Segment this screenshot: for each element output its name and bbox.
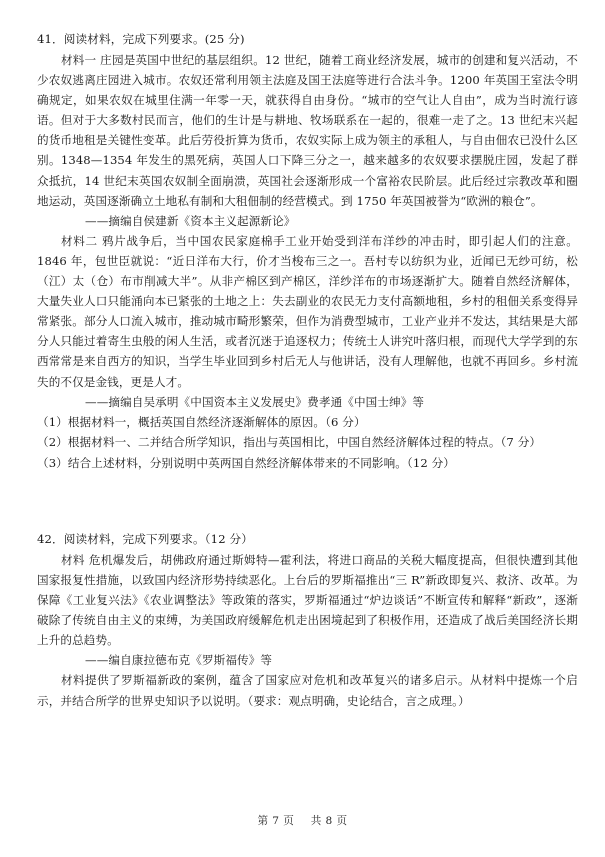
question-spacer xyxy=(37,473,578,529)
page-number-current: 第 7 页 xyxy=(257,815,295,827)
page-footer-inner xyxy=(258,813,348,828)
question-41-sub-1: （1）根据材料一，概括英国自然经济逐渐解体的原因。（6 分） xyxy=(37,414,366,429)
question-42-stem: 42．阅读材料，完成下列要求。（12 分） xyxy=(37,531,254,546)
question-42 xyxy=(37,529,578,711)
page-number-total: 共 8 页 xyxy=(310,815,348,827)
page-content xyxy=(37,29,578,711)
question-42-closing-paragraph: 材料提供了罗斯福新政的案例，蕴含了国家应对危机和改革复兴的诸多启示。从材料中提炼一个启示，并结合所学的世界史知识予以说明。（要求：观点明确，史论结合，言之成理。） xyxy=(37,673,578,708)
question-41-sub-3: （3）结合上述材料，分别说明中英两国自然经济解体带来的不同影响。（12 分） xyxy=(37,455,456,470)
question-41-stem: 41．阅读材料，完成下列要求。(25 分) xyxy=(37,32,245,46)
question-41-material-2-source: ——摘编自吴承明《中国资本主义发展史》费孝通《中国士绅》等 xyxy=(85,394,425,409)
question-41-sub-2: （2）根据材料一、二并结合所学知识，指出与英国相比，中国自然经济解体过程的特点。（7 分） xyxy=(37,435,542,450)
question-42-material-text: 材料 危机爆发后，胡佛政府通过斯姆特—霍利法，将进口商品的关税大幅度提高，但很快遭到其他国家报复性措施，以致国内经济形势持续恶化。上台后的罗斯福推出“三 R”新政即复兴、救济、改革。为保障《工业复兴法》《农业调整法》等政策的落实，罗斯福通过“炉边谈话”不断宣传和解释“新政”，逐渐破除了传统自由主义的束缚，为美国政府缓解危机走出困境起到了积极作用，还造成了战后美国经济长期上升的总趋势。 xyxy=(37,552,578,648)
question-41-material-2-text: 材料二 鸦片战争后，当中国农民家庭棉手工业开始受到洋布洋纱的冲击时，即引起人们的注意。1846 年，包世臣就说：“近日洋布大行，价才当梭布三之一。吾村专以纺织为业，近闻已无纱可纺，松（江）太（仓）布市削减大半”。从非产棉区到产棉区，洋纱洋布的市场逐渐扩大。随着自然经济解体，大量失业人口只能涌向本已紧张的土地之上：失去副业的农民无力支付高额地租，乡村的租佃关系变得异常紧张。部分人口流入城市，推动城市畸形繁荣，但作为消费型城市，工业产业并不发达，其结果是大部分人只能过着寄生虫般的闲人生活，或者沉迷于追逐权力；传统士人讲究叶落归根，而现代大学学到的东西常常是来自西方的知识，当学生毕业回到乡村后无人与他讲话，没有人理解他，也就不再回乡。乡村流失的不仅是金钱，更是人才。 xyxy=(37,233,578,389)
question-42-material-source: ——编自康拉德布克《罗斯福传》等 xyxy=(85,653,273,668)
question-41-material-1-source: ——摘编自侯建新《资本主义起源新论》 xyxy=(85,213,296,228)
question-41 xyxy=(37,29,578,473)
page-footer xyxy=(0,813,605,828)
question-41-material-1-text: 材料一 庄园是英国中世纪的基层组织。12 世纪，随着工商业经济发展，城市的创建和复兴活动，不少农奴逃离庄园进入城市。农奴还常利用领主法庭及国王法庭等进行合法斗争。1200 年英国王室法令明确规定，如果农奴在城里住满一年零一天，就获得自由身份。“城市的空气让人自由”，成为当时流行谚语。但对于大多数村民而言，他们的生计是与耕地、牧场联系在一起的，很难一走了之。13 世纪末兴起的货币地租是关键性变革。此后劳役折算为货币，农奴实际上成为领主的承租人，与自由佃农已没什么区别。1348—1354 年发生的黑死病，英国人口下降三分之一，越来越多的农奴要求摆脱庄园，发起了群众抵抗，14 世纪末英国农奴制全面崩溃，英国社会逐渐形成一个富裕农民阶层。此后经过宗教改革和圈地运动，英国逐渐确立土地私有制和大租佃制的经营模式。到 1750 年英国被誉为“欧洲的粮仓”。 xyxy=(37,53,578,208)
